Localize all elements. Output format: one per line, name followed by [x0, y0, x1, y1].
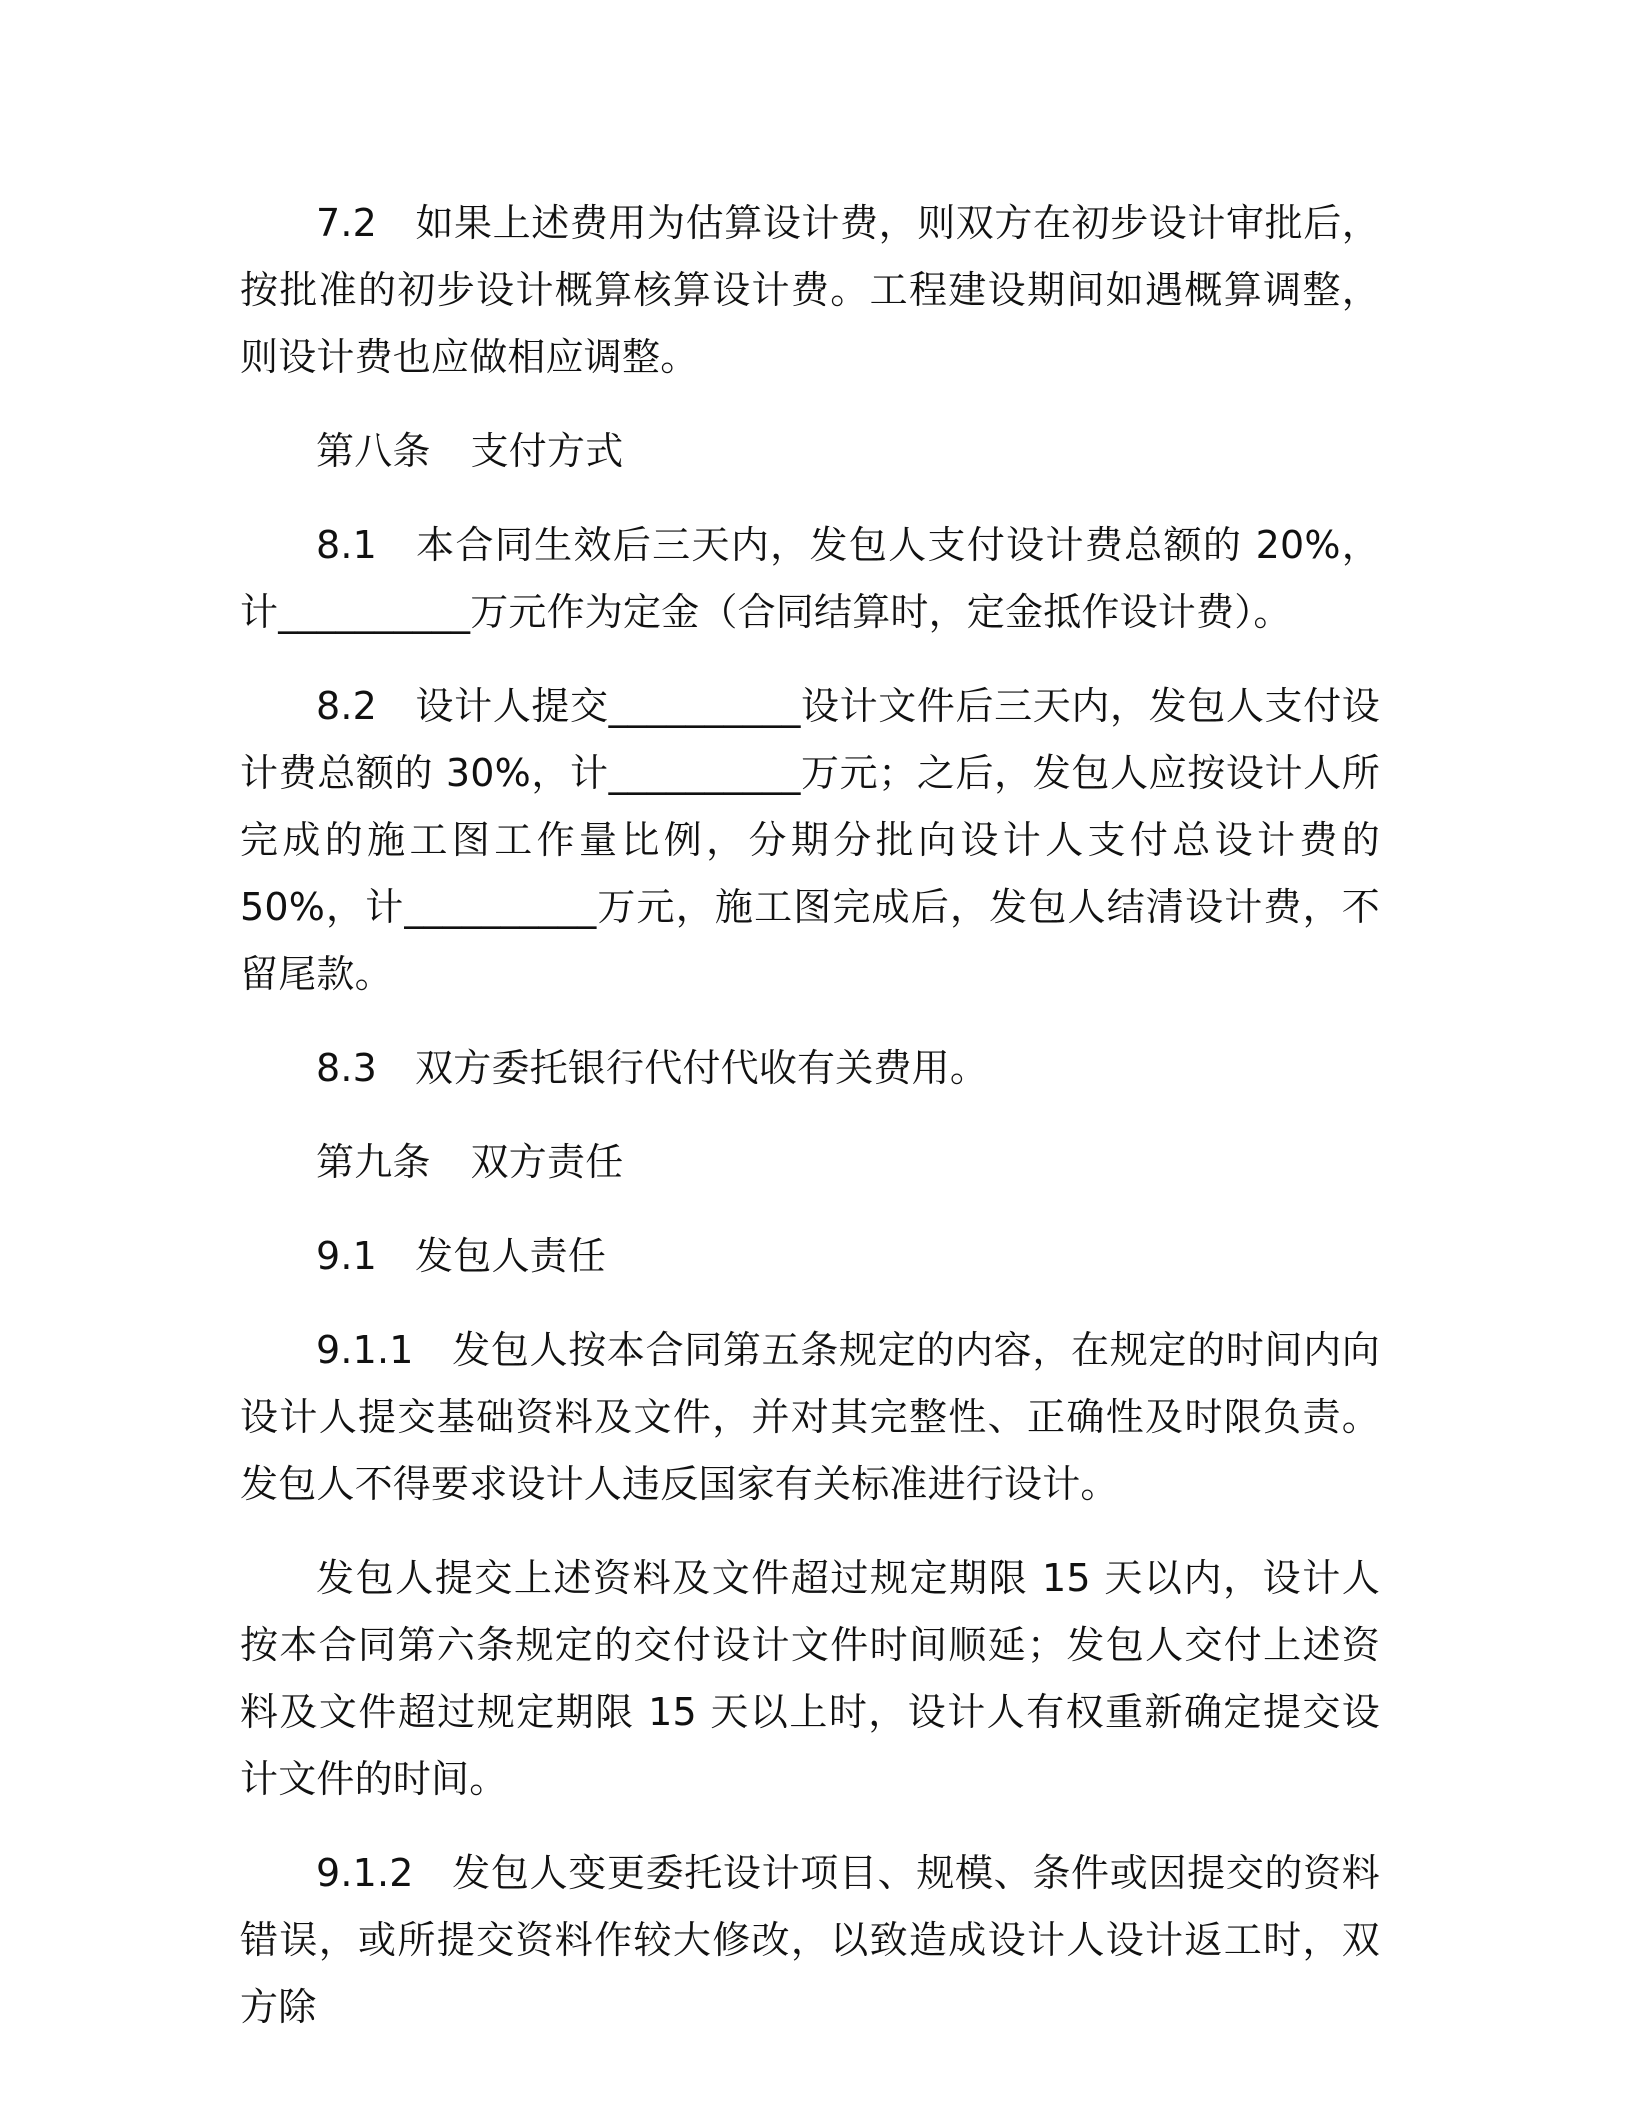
clause-text: 本合同生效后三天内，发包人支付设计费总额的 20%，计__________万元作为定金（合同结算时，定金抵作设计费）。 [240, 523, 1380, 634]
clause-number: 8.3 [316, 1046, 378, 1090]
clause-text: 发包人变更委托设计项目、规模、条件或因提交的资料错误，或所提交资料作较大修改，以致造成设计人设计返工时，双方除 [240, 1851, 1380, 2029]
article-title: 支付方式 [470, 429, 624, 473]
clause-number: 9.1 [316, 1234, 378, 1278]
clause-number: 7.2 [316, 201, 378, 245]
clause-number: 8.1 [316, 523, 378, 567]
clause-text: 发包人提交上述资料及文件超过规定期限 15 天以内，设计人按本合同第六条规定的交付设计文件时间顺延；发包人交付上述资料及文件超过规定期限 15 天以上时，设计人有权重新确定提交设计文件的时间。 [240, 1556, 1380, 1801]
clause-number: 9.1.1 [316, 1328, 414, 1372]
article-9-heading [240, 1129, 1380, 1196]
clause-9-1-1 [240, 1317, 1380, 1518]
clause-7-2 [240, 190, 1380, 391]
clause-text: 双方委托银行代付代收有关费用。 [415, 1046, 989, 1090]
article-8-heading [240, 418, 1380, 485]
clause-9-1-2 [240, 1840, 1380, 2041]
article-number: 第八条 [316, 429, 431, 473]
clause-text: 设计人提交__________设计文件后三天内，发包人支付设计费总额的 30%，计__________万元；之后，发包人应按设计人所完成的施工图工作量比例，分期分批向设计人支付总设计费的 50%，计__________万元，施工图完成后，发包人结清设计费，不留尾款。 [240, 684, 1380, 996]
clause-8-3 [240, 1035, 1380, 1102]
document-page [240, 190, 1380, 2068]
clause-text: 如果上述费用为估算设计费，则双方在初步设计审批后，按批准的初步设计概算核算设计费。工程建设期间如遇概算调整，则设计费也应做相应调整。 [240, 201, 1380, 379]
article-number: 第九条 [316, 1140, 431, 1184]
clause-number: 8.2 [316, 684, 378, 728]
clause-9-1-1-continued [240, 1545, 1380, 1813]
clause-text: 发包人责任 [415, 1234, 607, 1278]
clause-8-1 [240, 512, 1380, 646]
clause-text: 发包人按本合同第五条规定的内容，在规定的时间内向设计人提交基础资料及文件，并对其完整性、正确性及时限负责。发包人不得要求设计人违反国家有关标准进行设计。 [240, 1328, 1380, 1506]
article-title: 双方责任 [470, 1140, 624, 1184]
clause-8-2 [240, 673, 1380, 1008]
clause-9-1 [240, 1223, 1380, 1290]
clause-number: 9.1.2 [316, 1851, 414, 1895]
